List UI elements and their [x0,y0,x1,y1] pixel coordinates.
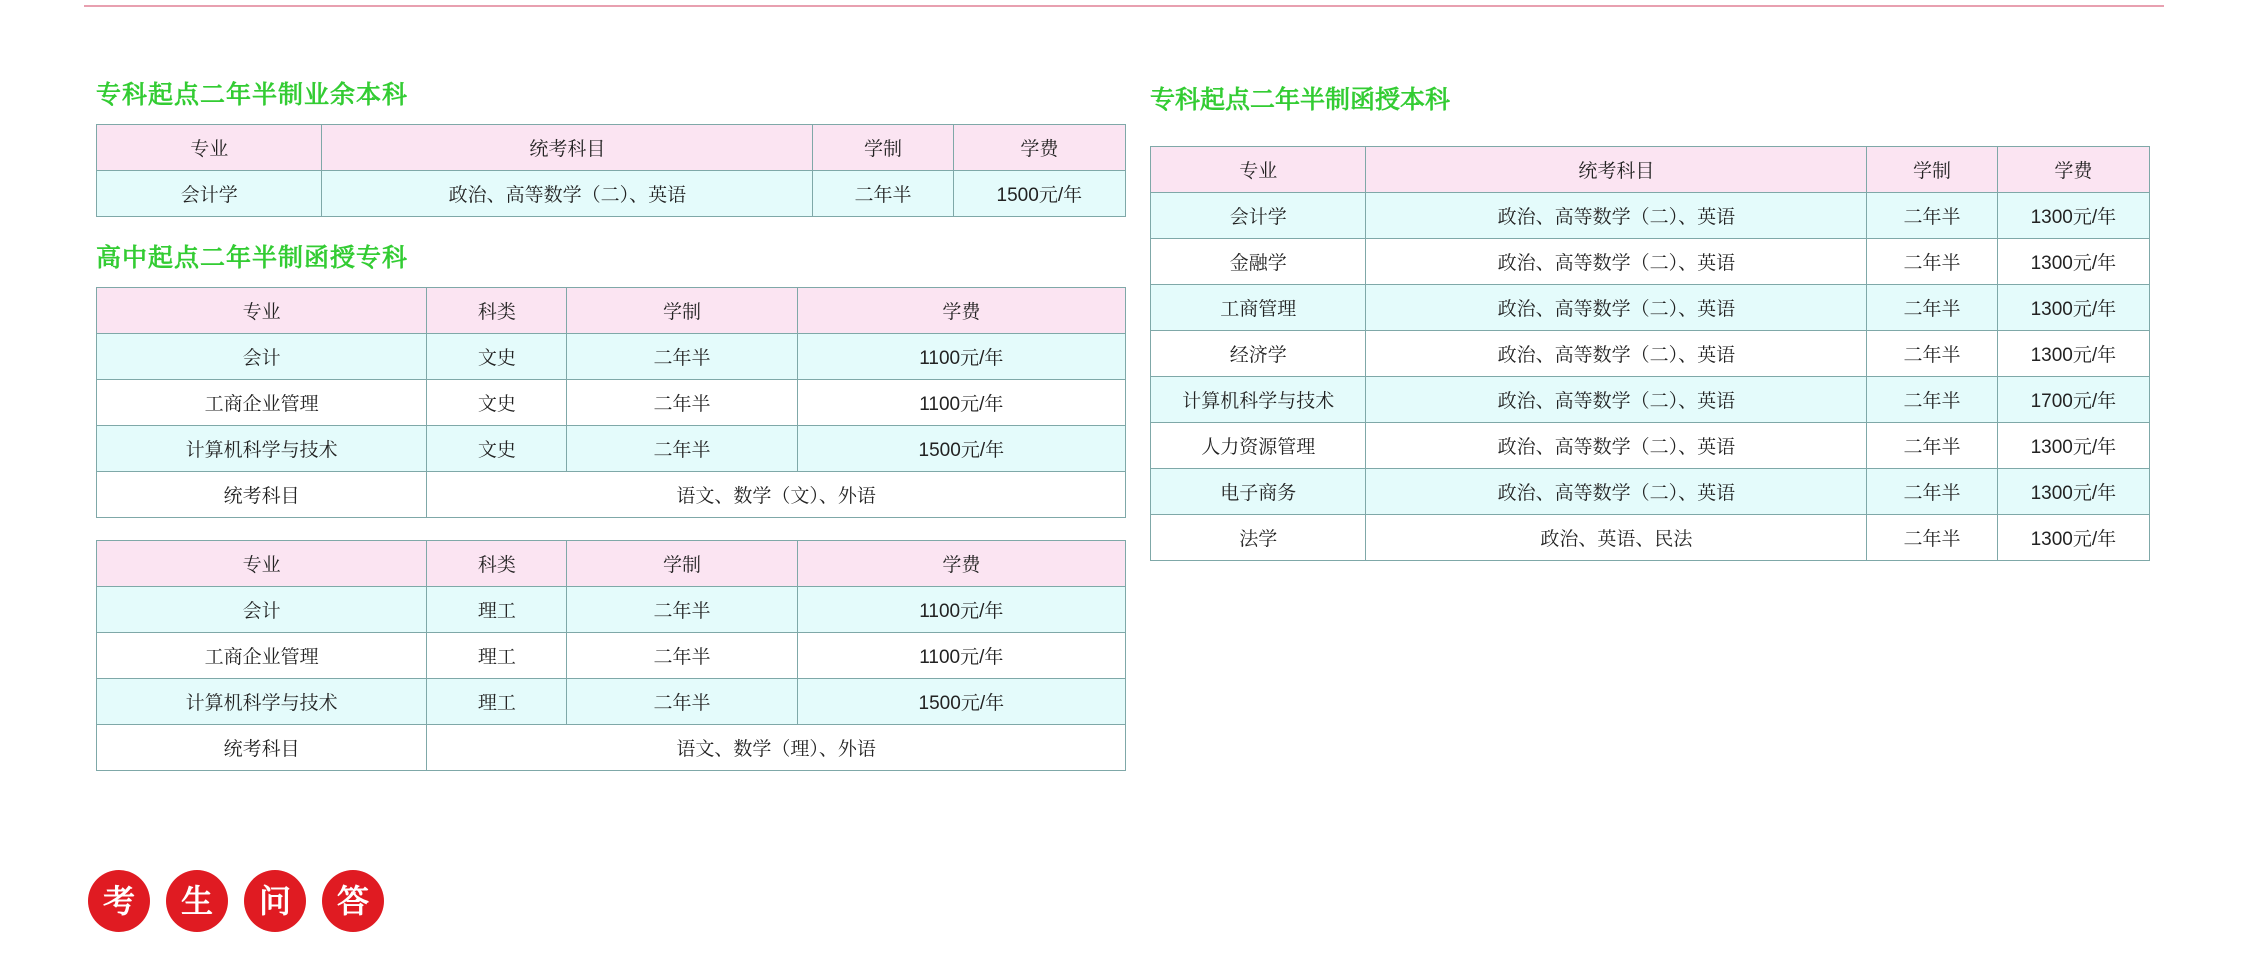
cell-exam-subjects-label: 统考科目 [97,472,427,518]
cell-major: 人力资源管理 [1151,423,1366,469]
cell-major: 法学 [1151,515,1366,561]
table-row [97,380,1126,426]
cell-duration: 二年半 [1867,239,1997,285]
cell-duration: 二年半 [567,334,797,380]
cell-major: 计算机科学与技术 [97,426,427,472]
cell-major: 金融学 [1151,239,1366,285]
cell-major: 工商企业管理 [97,380,427,426]
footer-badge-group [88,870,384,932]
cell-tuition: 1500元/年 [797,426,1125,472]
cell-duration: 二年半 [1867,331,1997,377]
section-title-correspondence-college: 高中起点二年半制函授专科 [96,244,409,272]
badge-kao: 考 [88,870,150,932]
section-title-part-time-bachelor: 专科起点二年半制业余本科 [96,81,409,109]
table-row [1151,193,2150,239]
cell-duration: 二年半 [813,171,953,217]
badge-sheng: 生 [166,870,228,932]
col-header-major: 专业 [97,125,322,171]
cell-exam-subjects: 政治、高等数学（二）、英语 [1366,423,1867,469]
col-header-tuition: 学费 [797,288,1125,334]
left-column [96,80,1126,771]
cell-exam-subjects: 政治、高等数学（二）、英语 [1366,331,1867,377]
cell-tuition: 1300元/年 [1997,469,2149,515]
cell-tuition: 1100元/年 [797,380,1125,426]
table-footer-row [97,472,1126,518]
cell-exam-subjects: 政治、高等数学（二）、英语 [1366,285,1867,331]
cell-duration: 二年半 [1867,423,1997,469]
table-header-row [97,541,1126,587]
table-header-row [97,288,1126,334]
cell-major: 电子商务 [1151,469,1366,515]
table-row [1151,469,2150,515]
col-header-tuition: 学费 [797,541,1125,587]
table-row [1151,239,2150,285]
table-row [1151,331,2150,377]
cell-category: 文史 [427,380,567,426]
cell-exam-subjects: 政治、高等数学（二）、英语 [1366,239,1867,285]
cell-tuition: 1300元/年 [1997,239,2149,285]
right-column [1150,80,2160,561]
table-row [97,171,1126,217]
badge-wen: 问 [244,870,306,932]
badge-da: 答 [322,870,384,932]
cell-category: 理工 [427,587,567,633]
cell-tuition: 1300元/年 [1997,423,2149,469]
table-row [97,679,1126,725]
cell-exam-subjects-label: 统考科目 [97,725,427,771]
cell-tuition: 1500元/年 [953,171,1125,217]
col-header-major: 专业 [97,541,427,587]
cell-duration: 二年半 [567,679,797,725]
col-header-category: 科类 [427,288,567,334]
table-correspondence-science [96,540,1126,771]
table-header-row [1151,147,2150,193]
col-header-duration: 学制 [567,541,797,587]
table-footer-row [97,725,1126,771]
cell-major: 工商企业管理 [97,633,427,679]
cell-exam-subjects: 政治、高等数学（二）、英语 [322,171,813,217]
col-header-exam-subjects: 统考科目 [1366,147,1867,193]
cell-exam-subjects-value: 语文、数学（文）、外语 [427,472,1126,518]
table-row [1151,377,2150,423]
cell-exam-subjects: 政治、高等数学（二）、英语 [1366,469,1867,515]
cell-major: 会计 [97,334,427,380]
cell-major: 计算机科学与技术 [1151,377,1366,423]
table-row [1151,285,2150,331]
col-header-duration: 学制 [1867,147,1997,193]
cell-major: 计算机科学与技术 [97,679,427,725]
cell-tuition: 1100元/年 [797,587,1125,633]
col-header-exam-subjects: 统考科目 [322,125,813,171]
table-row [97,426,1126,472]
cell-major: 会计 [97,587,427,633]
col-header-duration: 学制 [567,288,797,334]
cell-duration: 二年半 [1867,377,1997,423]
table-row [97,334,1126,380]
cell-category: 理工 [427,633,567,679]
table-correspondence-liberal-arts [96,287,1126,518]
cell-exam-subjects-value: 语文、数学（理）、外语 [427,725,1126,771]
cell-duration: 二年半 [1867,193,1997,239]
cell-duration: 二年半 [567,426,797,472]
cell-duration: 二年半 [1867,469,1997,515]
cell-duration: 二年半 [567,633,797,679]
cell-major: 经济学 [1151,331,1366,377]
col-header-category: 科类 [427,541,567,587]
cell-duration: 二年半 [1867,515,1997,561]
col-header-duration: 学制 [813,125,953,171]
cell-tuition: 1100元/年 [797,633,1125,679]
cell-duration: 二年半 [567,587,797,633]
cell-tuition: 1300元/年 [1997,285,2149,331]
top-divider [84,5,2164,7]
table-row [97,633,1126,679]
table-row [97,587,1126,633]
table-spacer [96,518,1126,540]
table-correspondence-bachelor [1150,146,2150,561]
cell-tuition: 1700元/年 [1997,377,2149,423]
cell-tuition: 1300元/年 [1997,331,2149,377]
cell-tuition: 1100元/年 [797,334,1125,380]
table-row [1151,515,2150,561]
col-header-major: 专业 [97,288,427,334]
cell-category: 文史 [427,426,567,472]
cell-tuition: 1500元/年 [797,679,1125,725]
cell-exam-subjects: 政治、英语、民法 [1366,515,1867,561]
cell-major: 会计学 [1151,193,1366,239]
table-header-row [97,125,1126,171]
cell-category: 理工 [427,679,567,725]
col-header-major: 专业 [1151,147,1366,193]
cell-duration: 二年半 [1867,285,1997,331]
cell-major: 会计学 [97,171,322,217]
cell-tuition: 1300元/年 [1997,193,2149,239]
cell-exam-subjects: 政治、高等数学（二）、英语 [1366,377,1867,423]
col-header-tuition: 学费 [953,125,1125,171]
cell-category: 文史 [427,334,567,380]
cell-tuition: 1300元/年 [1997,515,2149,561]
col-header-tuition: 学费 [1997,147,2149,193]
cell-major: 工商管理 [1151,285,1366,331]
cell-exam-subjects: 政治、高等数学（二）、英语 [1366,193,1867,239]
cell-duration: 二年半 [567,380,797,426]
table-row [1151,423,2150,469]
table-part-time-bachelor [96,124,1126,217]
section-title-correspondence-bachelor: 专科起点二年半制函授本科 [1150,86,1451,114]
